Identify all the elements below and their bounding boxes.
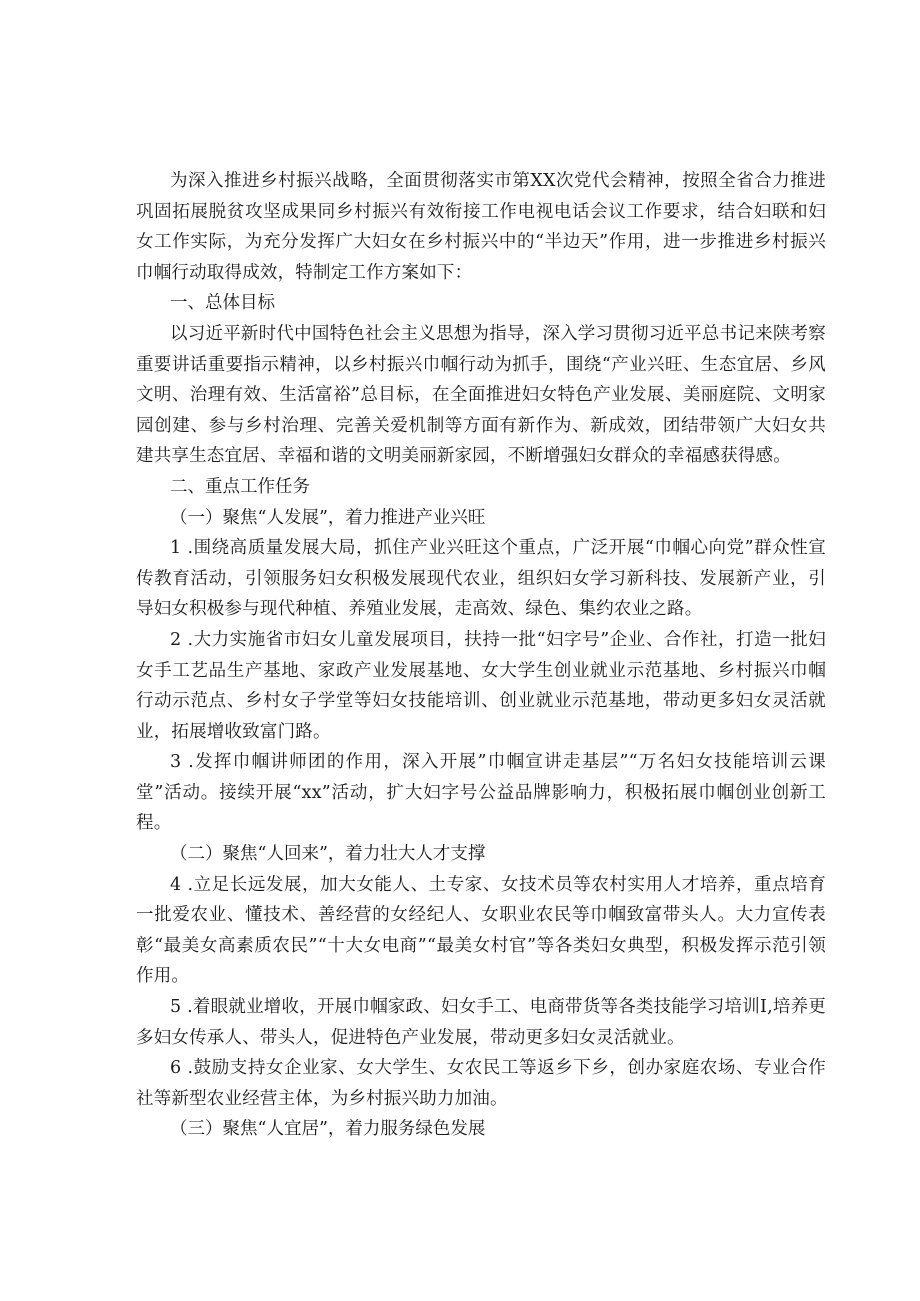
item-5: 5 .着眼就业增收，开展巾帼家政、妇女手工、电商带货等各类技能学习培训I,培养更多妇女传承人、带头人，促进特色产业发展，带动更多妇女灵活就业。	[136, 997, 826, 1048]
document-body	[136, 166, 826, 1145]
intro-paragraph: 为深入推进乡村振兴战略，全面贯彻落实市第XX次党代会精神，按照全省合力推进巩固拓展脱贫攻坚成果同乡村振兴有效衔接工作电视电话会议工作要求，结合妇联和妇女工作实际，为充分发挥广大妇女在乡村振兴中的“半边天”作用，进一步推进乡村振兴巾帼行动取得成效，特制定工作方案如下：	[136, 171, 826, 283]
section-1-title: 一、总体目标	[170, 293, 275, 314]
item-2: 2 .大力实施省市妇女儿童发展项目，扶持一批“妇字号”企业、合作社，打造一批妇女手工艺品生产基地、家政产业发展基地、女大学生创业就业示范基地、乡村振兴巾帼行动示范点、乡村女子学堂等妇女技能培训、创业就业示范基地，带动更多妇女灵活就业，拓展增收致富门路。	[136, 629, 826, 742]
item-4: 4 .立足长远发展，加大女能人、土专家、女技术员等农村实用人才培养，重点培育一批爱农业、懂技术、善经营的女经纪人、女职业农民等巾帼致富带头人。大力宣传表彰“最美女高素质农民”“十大女电商”“最美女村官”等各类妇女典型，积极发挥示范引领作用。	[136, 874, 826, 987]
section-2-title: 二、重点工作任务	[170, 476, 310, 497]
section-1-body: 以习近平新时代中国特色社会主义思想为指导，深入学习贯彻习近平总书记来陕考察重要讲话重要指示精神，以乡村振兴巾帼行动为抓手，围绕“产业兴旺、生态宜居、乡风文明、治理有效、生活富裕”总目标，在全面推进妇女特色产业发展、美丽庭院、文明家园创建、参与乡村治理、完善关爱机制等方面有新作为、新成效，团结带领广大妇女共建共享生态宜居、幸福和谐的文明美丽新家园，不断增强妇女群众的幸福感获得感。	[136, 323, 826, 467]
subsection-2-title: （二）聚焦“人回来”，着力壮大人才支撑	[170, 844, 486, 865]
item-1: 1 .围绕高质量发展大局，抓住产业兴旺这个重点，广泛开展“巾帼心向党”群众性宣传教育活动，引领服务妇女积极发展现代农业，组织妇女学习新科技、发展新产业，引导妇女积极参与现代种植、养殖业发展，走高效、绿色、集约农业之路。	[136, 538, 826, 620]
item-6: 6 .鼓励支持女企业家、女大学生、女农民工等返乡下乡，创办家庭农场、专业合作社等新型农业经营主体，为乡村振兴助力加油。	[136, 1058, 826, 1109]
item-3: 3 .发挥巾帼讲师团的作用，深入开展”巾帼宣讲走基层”“万名妇女技能培训云课堂”活动。接续开展“xx”活动，扩大妇字号公益品牌影响力，积极拓展巾帼创业创新工程。	[136, 752, 826, 834]
subsection-3-title: （三）聚焦“人宜居”，着力服务绿色发展	[170, 1119, 486, 1140]
subsection-1-title: （一）聚焦“人发展”，着力推进产业兴旺	[170, 507, 486, 528]
